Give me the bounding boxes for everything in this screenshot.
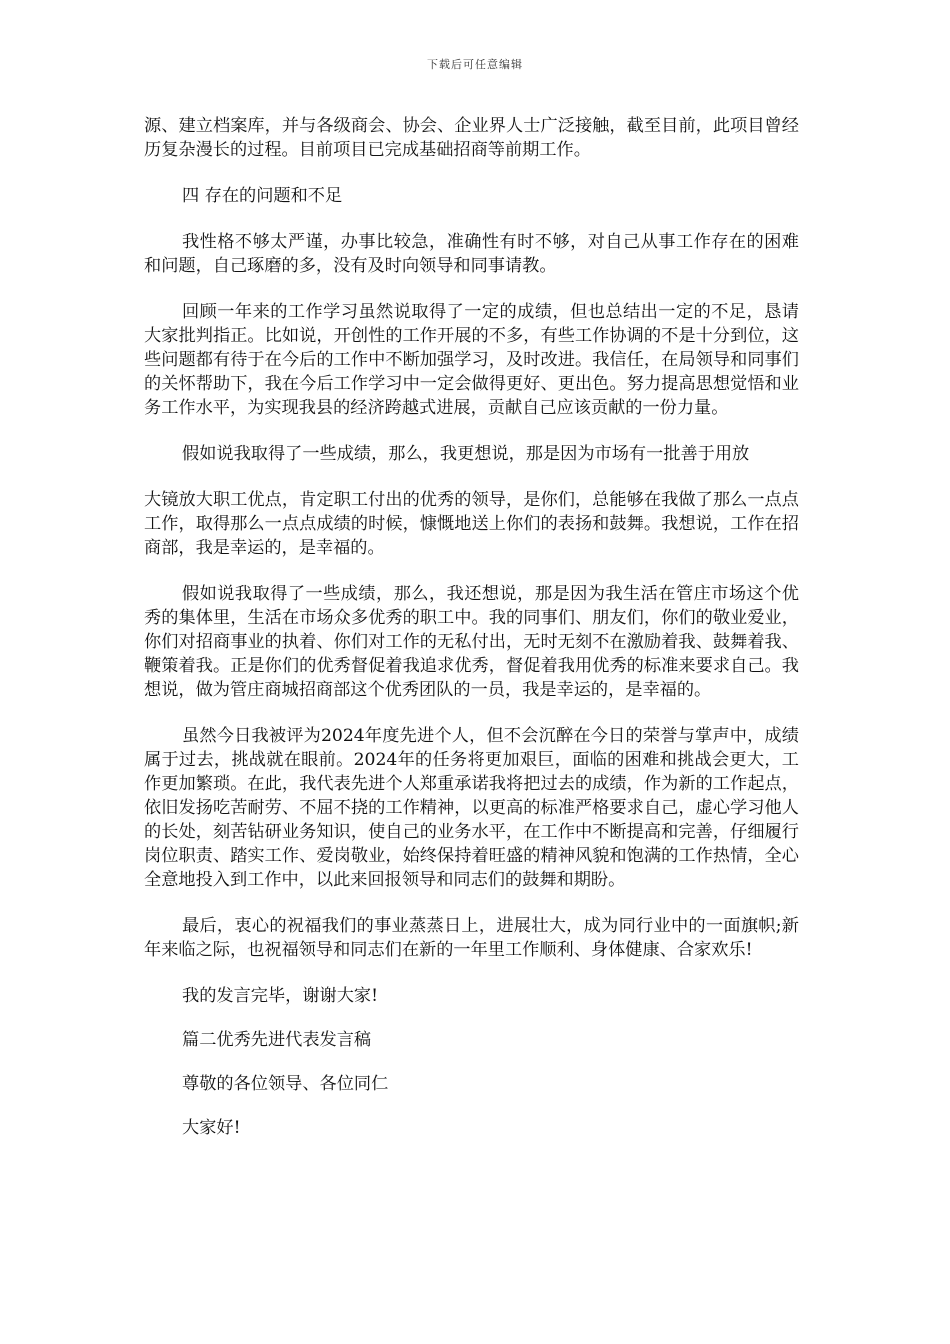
document-body [144,114,799,1160]
paragraph-thanks-leaders-cont: 大镜放大职工优点，肯定职工付出的优秀的领导，是你们，总能够在我做了那么一点点工作，取得那么一点点成绩的时候，慷慨地送上你们的表扬和鼓舞。我想说，工作在招商部，我是幸运的，是幸福的。 [144,490,799,558]
page-header: 下载后可任意编辑 [427,58,523,71]
section-title-part-two: 篇二优秀先进代表发言稿 [182,1030,372,1050]
paragraph-project-progress: 源、建立档案库，并与各级商会、协会、企业界人士广泛接触，截至目前，此项目曾经历复杂漫长的过程。目前项目已完成基础招商等前期工作。 [144,116,799,160]
paragraph-thanks-leaders-start: 假如说我取得了一些成绩，那么，我更想说，那是因为市场有一批善于用放 [182,444,750,464]
salutation-line: 尊敬的各位领导、各位同仁 [182,1074,389,1094]
paragraph-thanks-colleagues: 假如说我取得了一些成绩，那么，我还想说，那是因为我生活在管庄市场这个优秀的集体里，生活在市场众多优秀的职工中。我的同事们、朋友们，你们的敬业爱业，你们对招商事业的执着、你们对工作的无私付出，无时无刻不在激励着我、鼓舞着我、鞭策着我。正是你们的优秀督促着我追求优秀，督促着我用优秀的标准来要求自己。我想说，做为管庄商城招商部这个优秀团队的一员，我是幸运的，是幸福的。 [144,584,799,700]
paragraph-closing-wishes: 最后，衷心的祝福我们的事业蒸蒸日上，进展壮大，成为同行业中的一面旗帜;新年来临之际，也祝福领导和同志们在新的一年里工作顺利、身体健康、合家欢乐! [144,916,799,960]
paragraph-year-review: 回顾一年来的工作学习虽然说取得了一定的成绩，但也总结出一定的不足，恳请大家批判指正。比如说，开创性的工作开展的不多，有些工作协调的不是十分到位，这些问题都有待于在今后的工作中不断加强学习，及时改进。我信任，在局领导和同事们的关怀帮助下，我在今后工作学习中一定会做得更好、更出色。努力提高思想觉悟和业务工作水平，为实现我县的经济跨越式进展，贡献自己应该贡献的一份力量。 [144,302,799,418]
greeting-line: 大家好! [182,1118,241,1138]
paragraph-personal-shortcomings: 我性格不够太严谨，办事比较急，准确性有时不够，对自己从事工作存在的困难和问题，自己琢磨的多，没有及时向领导和同事请教。 [144,232,799,276]
section-heading-problems: 四 存在的问题和不足 [182,186,343,206]
paragraph-commitment: 虽然今日我被评为2024年度先进个人，但不会沉醉在今日的荣誉与掌声中，成绩属于过去，挑战就在眼前。2024年的任务将更加艰巨，面临的困难和挑战会更大，工作更加繁琐。在此，我代表先进个人郑重承诺我将把过去的成绩，作为新的工作起点，依旧发扬吃苦耐劳、不屈不挠的工作精神，以更高的标准严格要求自己，虚心学习他人的长处，刻苦钻研业务知识，使自己的业务水平，在工作中不断提高和完善，仔细履行岗位职责、踏实工作、爱岗敬业，始终保持着旺盛的精神风貌和饱满的工作热情，全心全意地投入到工作中，以此来回报领导和同志们的鼓舞和期盼。 [144,726,799,890]
paragraph-speech-end: 我的发言完毕，谢谢大家! [182,986,378,1006]
